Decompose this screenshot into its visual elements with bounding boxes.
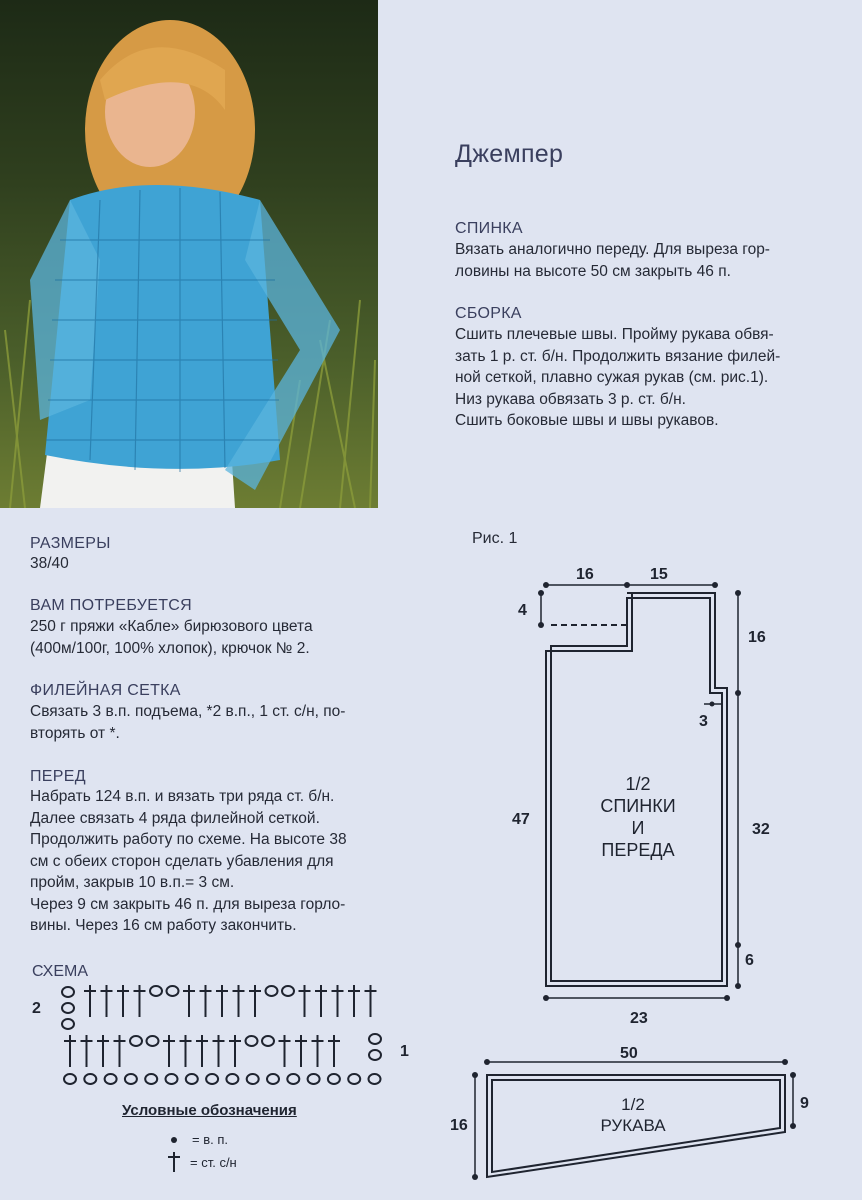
front-line: Далее связать 4 ряда филейной сеткой. <box>30 809 320 827</box>
sizes-text: 38/40 <box>30 555 69 572</box>
front-line: вины. Через 16 см работу закончить. <box>30 917 297 934</box>
scheme-row-2-number: 2 <box>32 1000 41 1017</box>
assembly-line: Сшить плечевые швы. Пройму рукава обвя- <box>455 326 774 343</box>
back-line: ловины на высоте 50 см закрыть 46 п. <box>455 262 731 280</box>
scheme-row-1-number: 1 <box>400 1043 409 1060</box>
front-heading: ПЕРЕД <box>30 768 86 785</box>
body-label-line: И <box>631 818 645 838</box>
figure-caption: Рис. 1 <box>472 530 518 547</box>
back-line: Вязать аналогично переду. Для выреза гор- <box>455 241 770 258</box>
page-title: Джемпер <box>455 140 564 168</box>
assembly-line: зать 1 р. ст. б/н. Продолжить вязание филей- <box>455 347 781 365</box>
body-label <box>600 774 675 860</box>
dim-bottom-width: 23 <box>630 1010 648 1027</box>
mesh-line: вторять от *. <box>30 724 120 742</box>
materials-heading: ВАМ ПОТРЕБУЕТСЯ <box>30 597 192 614</box>
front-line: пройм, закрыв 10 в.п.= 3 см. <box>30 874 235 891</box>
sizes-heading: РАЗМЕРЫ <box>30 535 111 552</box>
body-label-line: 1/2 <box>625 774 651 794</box>
dim-top-right: 15 <box>650 566 668 583</box>
front-line: Набрать 124 в.п. и вязать три ряда ст. б/н. <box>30 788 335 805</box>
legend-chain-label: = в. п. <box>192 1132 228 1147</box>
dim-right-mid: 32 <box>752 821 770 838</box>
sleeve-label-line: РУКАВА <box>600 1116 666 1135</box>
dim-top-left: 16 <box>576 566 594 583</box>
assembly-line: Низ рукава обвязать 3 р. ст. б/н. <box>455 390 686 408</box>
sleeve-label-line: 1/2 <box>621 1095 645 1114</box>
assembly-line: ной сеткой, плавно сужая рукав (см. рис.1). <box>455 369 769 386</box>
dim-right-top: 16 <box>748 629 766 646</box>
scheme-label: СХЕМА <box>32 963 88 980</box>
dim-armhole-step: 3 <box>699 713 708 730</box>
mesh-line: Связать 3 в.п. подъема, *2 в.п., 1 ст. с/н, по- <box>30 703 346 720</box>
legend-dc-label: = ст. с/н <box>190 1155 237 1170</box>
materials-line: 250 г пряжи «Кабле» бирюзового цвета <box>30 618 313 635</box>
body-label-line: ПЕРЕДА <box>601 840 675 860</box>
assembly-line: Сшить боковые швы и швы рукавов. <box>455 412 719 429</box>
assembly-heading: СБОРКА <box>455 305 522 322</box>
legend-title: Условные обозначения <box>122 1102 297 1119</box>
body-label-line: СПИНКИ <box>600 796 676 816</box>
front-line: Продолжить работу по схеме. На высоте 38 <box>30 831 347 848</box>
dim-neck-depth: 4 <box>518 602 527 619</box>
dim-right-bottom: 6 <box>745 952 754 969</box>
dim-left-height: 47 <box>512 811 530 828</box>
sleeve-label <box>600 1095 666 1135</box>
mesh-heading: ФИЛЕЙНАЯ СЕТКА <box>30 682 181 699</box>
back-heading: СПИНКА <box>455 220 523 237</box>
front-line: Через 9 см закрыть 46 п. для выреза горло- <box>30 895 346 913</box>
dim-sleeve-top: 50 <box>620 1045 638 1062</box>
front-line: см с обеих сторон сделать убавления для <box>30 852 334 870</box>
dim-sleeve-left: 16 <box>450 1117 468 1134</box>
dim-sleeve-right: 9 <box>800 1095 809 1112</box>
materials-line: (400м/100г, 100% хлопок), крючок № 2. <box>30 639 310 657</box>
